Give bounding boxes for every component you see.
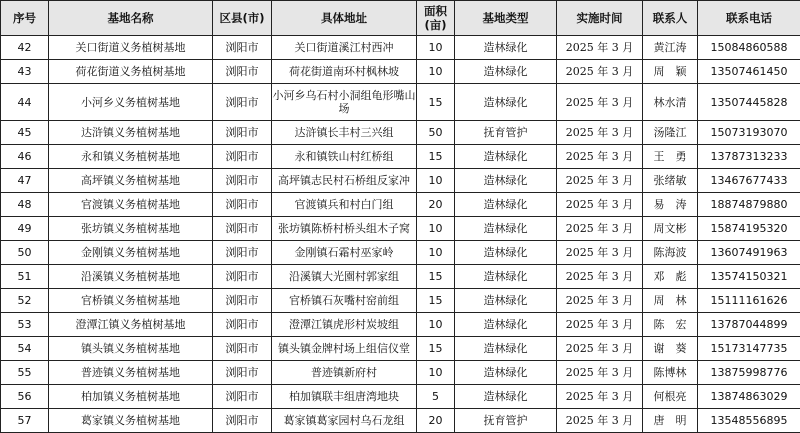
header-cell-address: 具体地址	[272, 1, 417, 36]
cell-contact: 唐 明	[643, 408, 698, 432]
cell-county: 浏阳市	[213, 360, 272, 384]
cell-date: 2025 年 3 月	[557, 193, 643, 217]
table-row	[1, 384, 800, 408]
cell-name: 达浒镇义务植树基地	[49, 121, 213, 145]
cell-date: 2025 年 3 月	[557, 36, 643, 60]
cell-seq: 46	[1, 145, 49, 169]
table-row	[1, 289, 800, 313]
cell-county: 浏阳市	[213, 193, 272, 217]
cell-county: 浏阳市	[213, 145, 272, 169]
cell-name: 小河乡义务植树基地	[49, 83, 213, 120]
cell-type: 造林绿化	[455, 145, 557, 169]
cell-name: 高坪镇义务植树基地	[49, 169, 213, 193]
cell-area: 15	[417, 145, 455, 169]
header-cell-name: 基地名称	[49, 1, 213, 36]
cell-name: 金刚镇义务植树基地	[49, 241, 213, 265]
cell-area: 15	[417, 289, 455, 313]
cell-contact: 王 勇	[643, 145, 698, 169]
cell-county: 浏阳市	[213, 59, 272, 83]
cell-contact: 陈博林	[643, 360, 698, 384]
cell-area: 10	[417, 217, 455, 241]
cell-address: 张坊镇陈桥村桥头组木子窝	[272, 217, 417, 241]
table-row	[1, 121, 800, 145]
table-body	[1, 36, 800, 433]
cell-address: 柏加镇联丰组唐湾地块	[272, 384, 417, 408]
cell-date: 2025 年 3 月	[557, 384, 643, 408]
cell-date: 2025 年 3 月	[557, 121, 643, 145]
cell-date: 2025 年 3 月	[557, 59, 643, 83]
table-row	[1, 408, 800, 432]
cell-seq: 53	[1, 313, 49, 337]
cell-area: 20	[417, 193, 455, 217]
cell-phone: 18874879880	[698, 193, 800, 217]
cell-type: 造林绿化	[455, 83, 557, 120]
cell-seq: 44	[1, 83, 49, 120]
cell-name: 张坊镇义务植树基地	[49, 217, 213, 241]
cell-type: 造林绿化	[455, 384, 557, 408]
cell-address: 金刚镇石霜村巫家岭	[272, 241, 417, 265]
table-header	[1, 1, 800, 36]
cell-area: 15	[417, 265, 455, 289]
cell-name: 荷花街道义务植树基地	[49, 59, 213, 83]
cell-date: 2025 年 3 月	[557, 360, 643, 384]
cell-name: 柏加镇义务植树基地	[49, 384, 213, 408]
cell-contact: 周 颖	[643, 59, 698, 83]
cell-address: 关口街道溪江村西冲	[272, 36, 417, 60]
cell-type: 造林绿化	[455, 36, 557, 60]
header-cell-seq: 序号	[1, 1, 49, 36]
cell-date: 2025 年 3 月	[557, 313, 643, 337]
cell-address: 镇头镇金牌村场上组信仪堂	[272, 337, 417, 361]
cell-seq: 45	[1, 121, 49, 145]
cell-phone: 15084860588	[698, 36, 800, 60]
cell-address: 达浒镇长丰村三兴组	[272, 121, 417, 145]
cell-area: 10	[417, 169, 455, 193]
cell-county: 浏阳市	[213, 408, 272, 432]
cell-date: 2025 年 3 月	[557, 337, 643, 361]
cell-type: 造林绿化	[455, 337, 557, 361]
table-row	[1, 241, 800, 265]
cell-name: 澄潭江镇义务植树基地	[49, 313, 213, 337]
cell-county: 浏阳市	[213, 36, 272, 60]
cell-seq: 52	[1, 289, 49, 313]
cell-area: 10	[417, 313, 455, 337]
cell-seq: 51	[1, 265, 49, 289]
cell-area: 10	[417, 36, 455, 60]
cell-address: 高坪镇志民村石桥组反家冲	[272, 169, 417, 193]
cell-phone: 13467677433	[698, 169, 800, 193]
cell-seq: 54	[1, 337, 49, 361]
cell-county: 浏阳市	[213, 121, 272, 145]
cell-address: 澄潭江镇虎形村炭坡组	[272, 313, 417, 337]
table-row	[1, 59, 800, 83]
cell-area: 10	[417, 360, 455, 384]
cell-seq: 43	[1, 59, 49, 83]
cell-phone: 13548556895	[698, 408, 800, 432]
cell-area: 10	[417, 59, 455, 83]
cell-date: 2025 年 3 月	[557, 241, 643, 265]
cell-phone: 15073193070	[698, 121, 800, 145]
cell-phone: 13787044899	[698, 313, 800, 337]
table-row	[1, 360, 800, 384]
cell-name: 镇头镇义务植树基地	[49, 337, 213, 361]
cell-type: 造林绿化	[455, 169, 557, 193]
cell-contact: 汤隆江	[643, 121, 698, 145]
cell-phone: 15173147735	[698, 337, 800, 361]
cell-name: 官渡镇义务植树基地	[49, 193, 213, 217]
cell-seq: 55	[1, 360, 49, 384]
cell-date: 2025 年 3 月	[557, 408, 643, 432]
table-row	[1, 265, 800, 289]
cell-contact: 陈海波	[643, 241, 698, 265]
table-row	[1, 337, 800, 361]
header-cell-type: 基地类型	[455, 1, 557, 36]
cell-phone: 13787313233	[698, 145, 800, 169]
cell-county: 浏阳市	[213, 289, 272, 313]
cell-name: 普迹镇义务植树基地	[49, 360, 213, 384]
cell-date: 2025 年 3 月	[557, 83, 643, 120]
cell-address: 永和镇铁山村红桥组	[272, 145, 417, 169]
cell-seq: 50	[1, 241, 49, 265]
cell-seq: 48	[1, 193, 49, 217]
cell-contact: 陈 宏	[643, 313, 698, 337]
cell-date: 2025 年 3 月	[557, 217, 643, 241]
cell-seq: 56	[1, 384, 49, 408]
cell-phone: 13874863029	[698, 384, 800, 408]
cell-address: 沿溪镇大光園村郭家组	[272, 265, 417, 289]
cell-type: 造林绿化	[455, 217, 557, 241]
cell-contact: 黄江涛	[643, 36, 698, 60]
cell-county: 浏阳市	[213, 384, 272, 408]
header-cell-contact: 联系人	[643, 1, 698, 36]
cell-contact: 何根亮	[643, 384, 698, 408]
header-cell-county: 区县(市)	[213, 1, 272, 36]
cell-area: 15	[417, 337, 455, 361]
cell-phone: 13607491963	[698, 241, 800, 265]
cell-contact: 林水清	[643, 83, 698, 120]
table-row	[1, 313, 800, 337]
cell-county: 浏阳市	[213, 313, 272, 337]
cell-seq: 49	[1, 217, 49, 241]
cell-area: 20	[417, 408, 455, 432]
cell-county: 浏阳市	[213, 337, 272, 361]
cell-contact: 周文彬	[643, 217, 698, 241]
cell-name: 关口街道义务植树基地	[49, 36, 213, 60]
cell-contact: 周 林	[643, 289, 698, 313]
cell-date: 2025 年 3 月	[557, 265, 643, 289]
cell-county: 浏阳市	[213, 265, 272, 289]
cell-date: 2025 年 3 月	[557, 145, 643, 169]
table-row	[1, 217, 800, 241]
cell-area: 5	[417, 384, 455, 408]
header-cell-date: 实施时间	[557, 1, 643, 36]
table-row	[1, 193, 800, 217]
cell-address: 官桥镇石灰嘴村窑前组	[272, 289, 417, 313]
cell-type: 造林绿化	[455, 360, 557, 384]
cell-type: 造林绿化	[455, 265, 557, 289]
cell-type: 造林绿化	[455, 193, 557, 217]
cell-seq: 57	[1, 408, 49, 432]
cell-address: 小河乡乌石村小洞组龟形嘴山场	[272, 83, 417, 120]
cell-contact: 张绪敏	[643, 169, 698, 193]
cell-name: 沿溪镇义务植树基地	[49, 265, 213, 289]
cell-type: 造林绿化	[455, 241, 557, 265]
cell-contact: 邓 彪	[643, 265, 698, 289]
header-cell-area: 面积(亩)	[417, 1, 455, 36]
cell-county: 浏阳市	[213, 241, 272, 265]
cell-area: 10	[417, 241, 455, 265]
cell-type: 造林绿化	[455, 289, 557, 313]
cell-phone: 15874195320	[698, 217, 800, 241]
cell-seq: 47	[1, 169, 49, 193]
cell-contact: 谢 葵	[643, 337, 698, 361]
table-row	[1, 36, 800, 60]
cell-phone: 13507461450	[698, 59, 800, 83]
table-row	[1, 83, 800, 120]
cell-date: 2025 年 3 月	[557, 169, 643, 193]
cell-seq: 42	[1, 36, 49, 60]
cell-address: 葛家镇葛家园村乌石龙组	[272, 408, 417, 432]
cell-address: 荷花街道南环村枫林坡	[272, 59, 417, 83]
cell-phone: 15111161626	[698, 289, 800, 313]
cell-type: 造林绿化	[455, 313, 557, 337]
cell-area: 15	[417, 83, 455, 120]
header-row	[1, 1, 800, 36]
cell-type: 造林绿化	[455, 59, 557, 83]
cell-name: 葛家镇义务植树基地	[49, 408, 213, 432]
cell-phone: 13574150321	[698, 265, 800, 289]
cell-date: 2025 年 3 月	[557, 289, 643, 313]
cell-phone: 13507445828	[698, 83, 800, 120]
header-cell-phone: 联系电话	[698, 1, 800, 36]
table-row	[1, 169, 800, 193]
cell-county: 浏阳市	[213, 169, 272, 193]
cell-address: 官渡镇兵和村白门组	[272, 193, 417, 217]
cell-contact: 易 涛	[643, 193, 698, 217]
cell-type: 抚育管护	[455, 408, 557, 432]
cell-type: 抚育管护	[455, 121, 557, 145]
cell-name: 官桥镇义务植树基地	[49, 289, 213, 313]
table-row	[1, 145, 800, 169]
cell-address: 普迹镇新府村	[272, 360, 417, 384]
cell-area: 50	[417, 121, 455, 145]
cell-name: 永和镇义务植树基地	[49, 145, 213, 169]
cell-county: 浏阳市	[213, 83, 272, 120]
cell-phone: 13875998776	[698, 360, 800, 384]
cell-county: 浏阳市	[213, 217, 272, 241]
